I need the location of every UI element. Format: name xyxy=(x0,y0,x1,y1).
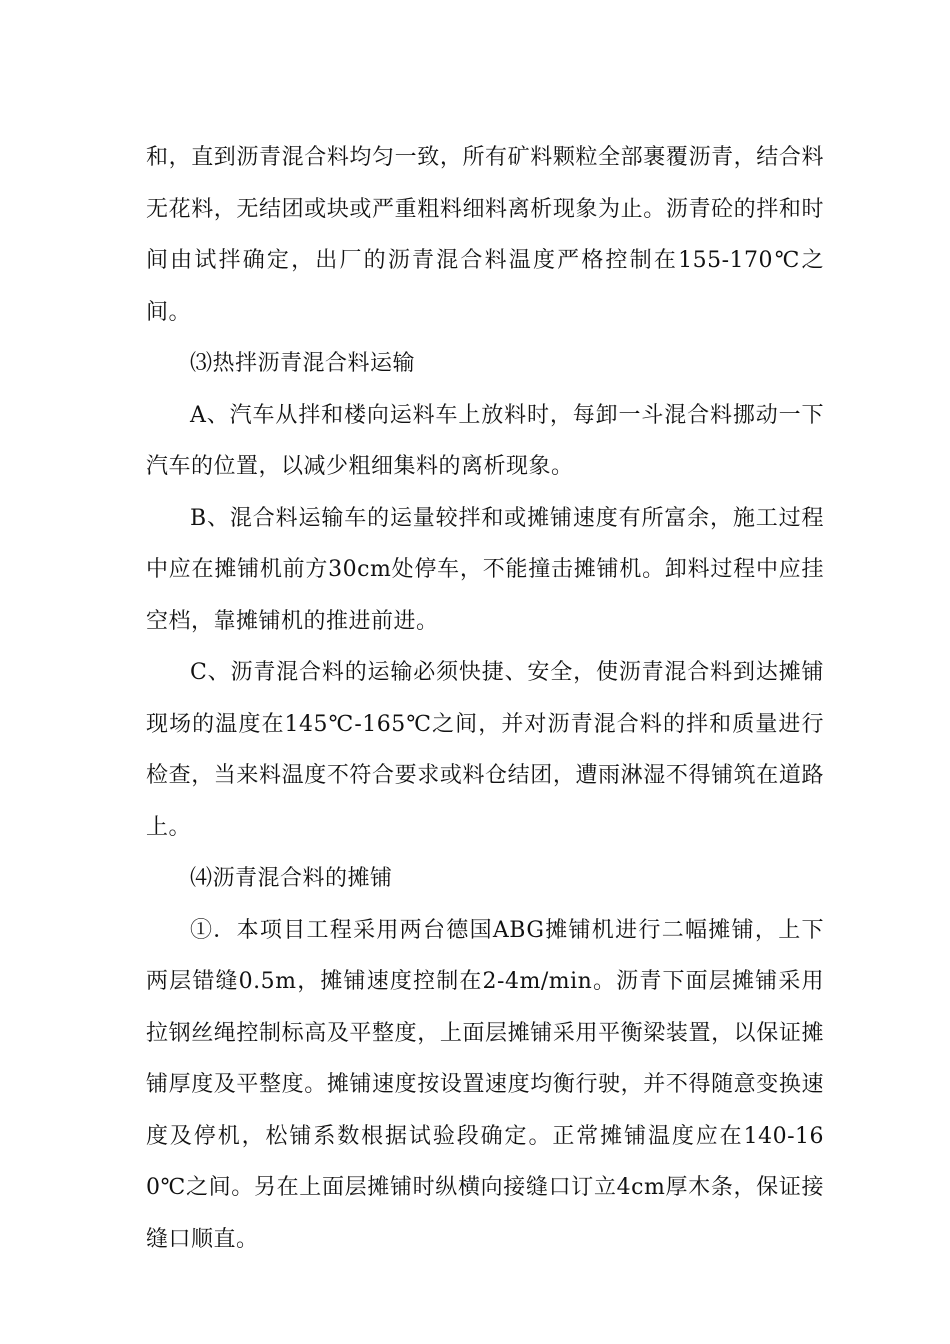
paragraph-continuation: 和，直到沥青混合料均匀一致，所有矿料颗粒全部裹覆沥青，结合料无花料，无结团或块或严重粗料细料离析现象为止。沥青砼的拌和时间由试拌确定，出厂的沥青混合料温度严格控制在155-170℃之间。 xyxy=(146,145,824,325)
paragraph-item-1: ①．本项目工程采用两台德国ABG摊铺机进行二幅摊铺，上下两层错缝0.5m，摊铺速度控制在2-4m/min。沥青下面层摊铺采用拉钢丝绳控制标高及平整度，上面层摊铺采用平衡梁装置，以保证摊铺厚度及平整度。摊铺速度按设置速度均衡行驶，并不得随意变换速度及停机，松铺系数根据试验段确定。正常摊铺温度应在140-160℃之间。另在上面层摊铺时纵横向接缝口订立4cm厚木条，保证接缝口顺直。 xyxy=(146,917,824,1252)
document-body xyxy=(146,132,824,1265)
paragraph-c: C、沥青混合料的运输必须快捷、安全，使沥青混合料到达摊铺现场的温度在145℃-165℃之间，并对沥青混合料的拌和质量进行检查，当来料温度不符合要求或料仓结团，遭雨淋湿不得铺筑在道路上。 xyxy=(146,660,824,840)
paragraph-b: B、混合料运输车的运量较拌和或摊铺速度有所富余，施工过程中应在摊铺机前方30cm处停车，不能撞击摊铺机。卸料过程中应挂空档，靠摊铺机的推进前进。 xyxy=(146,505,824,634)
section-heading-3: ⑶热拌沥青混合料运输 xyxy=(190,351,416,376)
section-heading-4: ⑷沥青混合料的摊铺 xyxy=(190,866,393,891)
paragraph-a: A、汽车从拌和楼向运料车上放料时，每卸一斗混合料挪动一下汽车的位置，以减少粗细集料的离析现象。 xyxy=(146,402,824,479)
